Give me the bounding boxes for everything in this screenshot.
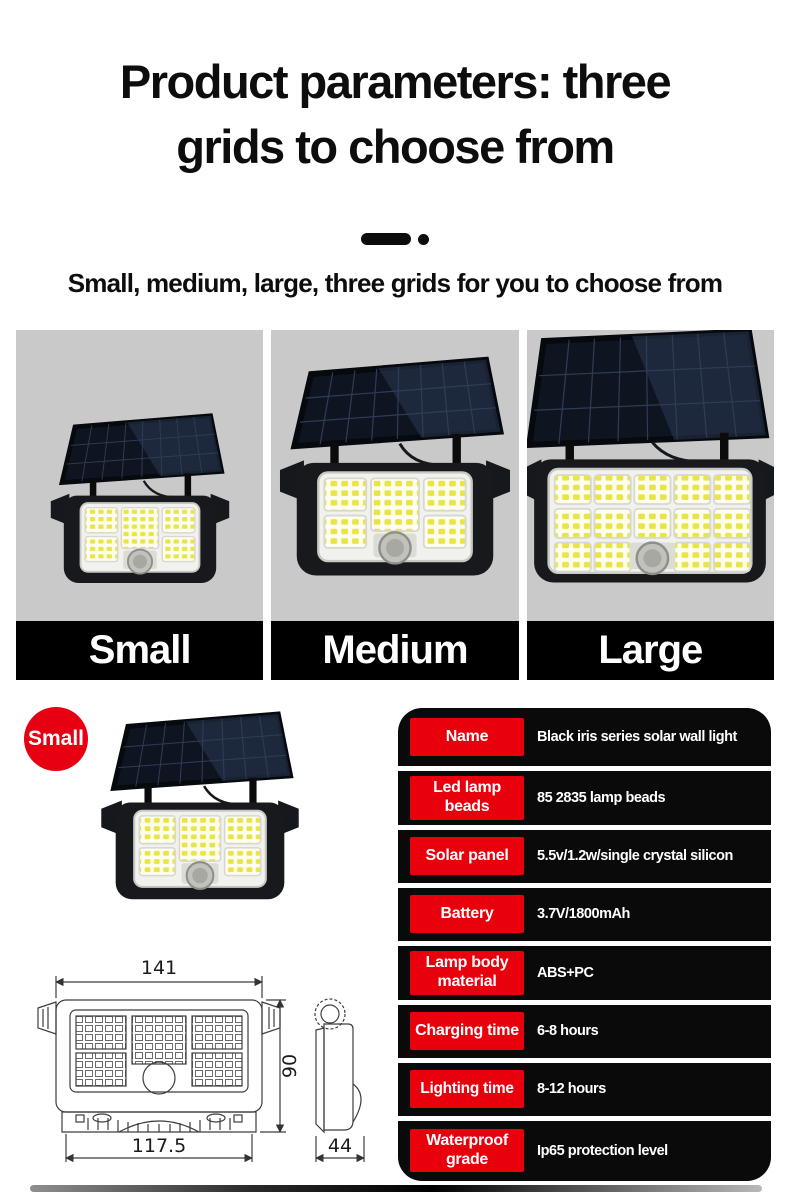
spec-value-name: Black iris series solar wall light [537, 729, 737, 745]
size-badge: Small [24, 707, 88, 771]
detail-section [0, 690, 790, 1190]
size-card-medium [271, 330, 518, 680]
size-label-medium: Medium [271, 621, 518, 680]
size-photo-medium [271, 330, 518, 621]
spec-label-lighting-time: Lighting time [410, 1070, 524, 1108]
spec-label-name: Name [410, 718, 524, 756]
spec-label-charging-time: Charging time [410, 1012, 524, 1050]
spec-value-led-beads: 85 2835 lamp beads [537, 789, 666, 806]
spec-value-charging-time: 6-8 hours [537, 1023, 599, 1039]
size-options-grid [16, 330, 774, 680]
page-title-line2: grids to choose from [176, 119, 614, 173]
solar-lamp-image-medium [275, 355, 515, 609]
size-label-large: Large [527, 621, 774, 680]
size-photo-small [16, 330, 263, 621]
spec-value-battery: 3.7V/1800mAh [537, 906, 630, 923]
spec-label-lamp-body: Lamp body material [410, 951, 524, 995]
spec-label-battery: Battery [410, 895, 524, 933]
dim-height: 90 [279, 1053, 301, 1079]
section-divider [0, 233, 790, 245]
spec-value-lamp-body: ABS+PC [537, 964, 594, 981]
spec-label-led-beads: Led lamp beads [410, 776, 524, 820]
spec-row-waterproof [398, 1121, 771, 1181]
subtitle: Small, medium, large, three grids for you to choose from [67, 268, 723, 298]
spec-row-lamp-body [398, 946, 771, 1000]
spec-row-solar-panel [398, 830, 771, 883]
spec-table [398, 708, 771, 1181]
page-title [45, 50, 745, 180]
spec-value-waterproof: Ip65 protection level [537, 1142, 668, 1159]
solar-lamp-image-large [527, 330, 774, 609]
spec-label-waterproof: Waterproof grade [410, 1129, 524, 1173]
dimension-drawing [24, 952, 388, 1180]
dim-top-width: 141 [140, 957, 178, 979]
spec-value-lighting-time: 8-12 hours [537, 1081, 606, 1097]
size-photo-large [527, 330, 774, 621]
dim-side-depth: 44 [327, 1135, 353, 1157]
spec-row-name [398, 708, 771, 766]
spec-row-battery [398, 888, 771, 941]
spec-row-charging-time [398, 1005, 771, 1058]
spec-row-led-beads [398, 771, 771, 825]
product-photo-small [97, 710, 303, 928]
solar-lamp-image-small [47, 412, 233, 609]
divider-dot-icon [418, 234, 429, 245]
dim-bottom-width: 117.5 [131, 1135, 187, 1157]
spec-value-solar-panel: 5.5v/1.2w/single crystal silicon [537, 848, 733, 865]
page-title-line1: Product parameters: three [119, 55, 671, 108]
size-card-large [527, 330, 774, 680]
size-label-small: Small [16, 621, 263, 680]
bottom-shadow-divider [30, 1185, 762, 1192]
spec-label-solar-panel: Solar panel [410, 837, 524, 875]
spec-row-lighting-time [398, 1063, 771, 1116]
size-card-small [16, 330, 263, 680]
divider-bar-icon [361, 233, 411, 245]
